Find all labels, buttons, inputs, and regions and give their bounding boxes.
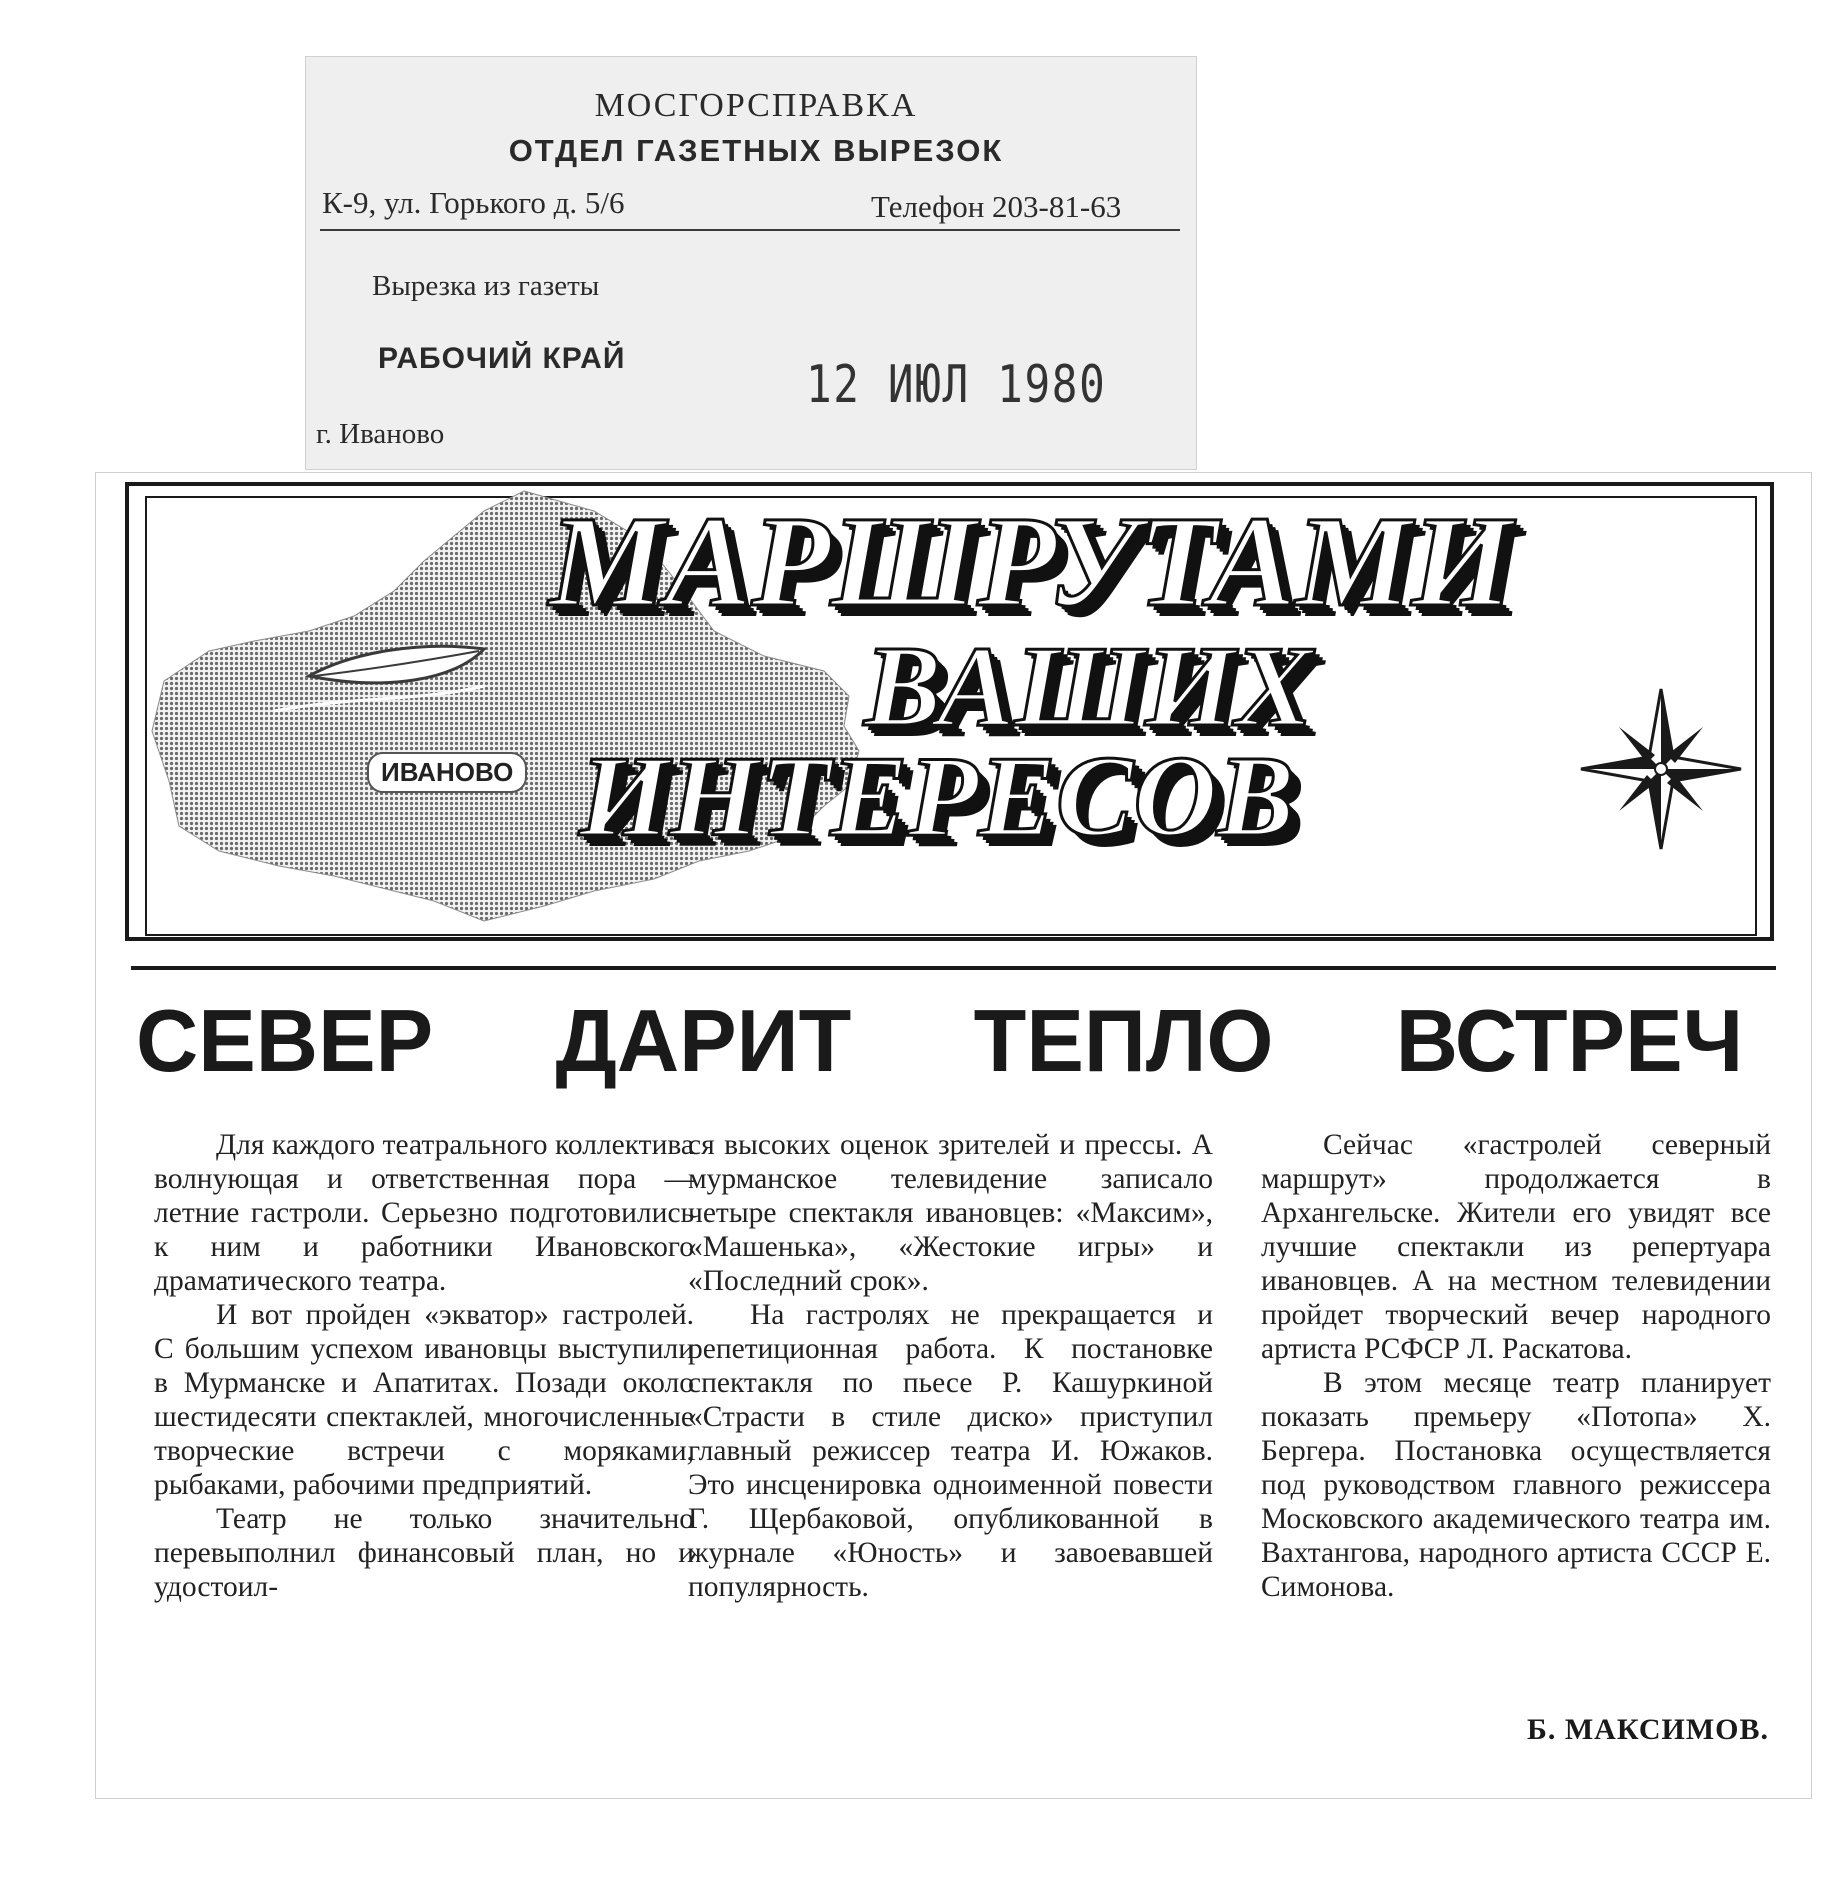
paragraph: Сейчас «гастролей северный маршрут» продолжается в Архангельске. Жители его увидят все лучшие спектакли из репертуара ивановцев. А на местном телевидении пройдет творческий вечер народного артиста РСФСР Л. Раскатова. <box>1261 1129 1771 1365</box>
rubric-title-line-1: МАРШРУТАМИ <box>549 490 1513 634</box>
agency-address: К-9, ул. Горького д. 5/6 <box>322 185 625 220</box>
paragraph: В этом месяце театр планирует показать премьеру «Потопа» Х. Бергера. Постановка осуществляется под руководством главного режиссера Московского академического театра им. Вахтангова, народного артиста СССР Е. Симонова. <box>1261 1367 1771 1603</box>
newspaper-city: г. Иваново <box>316 418 445 450</box>
map-city-label: ИВАНОВО <box>367 752 527 793</box>
newspaper-name: РАБОЧИЙ КРАЙ <box>378 342 626 375</box>
paragraph: И вот пройден «экватор» гастролей. С большим успехом ивановцы выступили в Мурманске и Апатитах. Позади около шестидесяти спектаклей, многочисленные творческие встречи с моряками, рыбаками, рабочими предприятий. <box>154 1299 694 1501</box>
agency-name: МОСГОРСПРАВКА <box>594 87 918 124</box>
rubric-banner <box>124 481 1779 946</box>
article-column-1 <box>154 1128 694 1604</box>
clipping-from-caption: Вырезка из газеты <box>372 270 600 302</box>
headline-divider <box>131 966 1776 970</box>
article-byline: Б. МАКСИМОВ. <box>1527 1713 1769 1746</box>
clipping-bureau-label <box>305 56 1197 470</box>
paragraph: ся высоких оценок зрителей и прессы. А мурманское телевидение записало четыре спектакля ивановцев: «Максим», «Машенька», «Жестокие игры» и «Последний срок». <box>688 1129 1213 1297</box>
label-divider <box>320 229 1180 231</box>
date-stamp: 12 ИЮЛ 1980 <box>806 355 1107 415</box>
article-column-3 <box>1261 1128 1771 1604</box>
paragraph: На гастролях не прекращается и репетиционная работа. К постановке спектакля по пьесе Р. Кашуркиной «Страсти в стиле диско» приступил главный режиссер театра И. Южаков. Это инсценировка одноименной повести Г. Щербаковой, опубликованной в журнале «Юность» и завоевавшей популярность. <box>688 1299 1213 1603</box>
compass-star-icon <box>1581 689 1741 849</box>
paragraph: Театр не только значительно перевыполнил финансовый план, но и удостоил- <box>154 1503 694 1603</box>
article-column-2 <box>688 1128 1213 1604</box>
rubric-title-line-3: ИНТЕРЕСОВ <box>579 733 1295 861</box>
newspaper-clipping <box>95 472 1812 1799</box>
paragraph: Для каждого театрального коллектива волнующая и ответственная пора — летние гастроли. Серьезно подготовились к ним и работники Ивановского драматического театра. <box>154 1129 694 1297</box>
agency-phone: Телефон 203-81-63 <box>871 189 1122 224</box>
article-headline: СЕВЕР ДАРИТ ТЕПЛО ВСТРЕЧ <box>136 991 1744 1090</box>
department-name: ОТДЕЛ ГАЗЕТНЫХ ВЫРЕЗОК <box>508 133 1004 168</box>
rubric-title-line-2: ВАШИХ <box>864 623 1313 751</box>
